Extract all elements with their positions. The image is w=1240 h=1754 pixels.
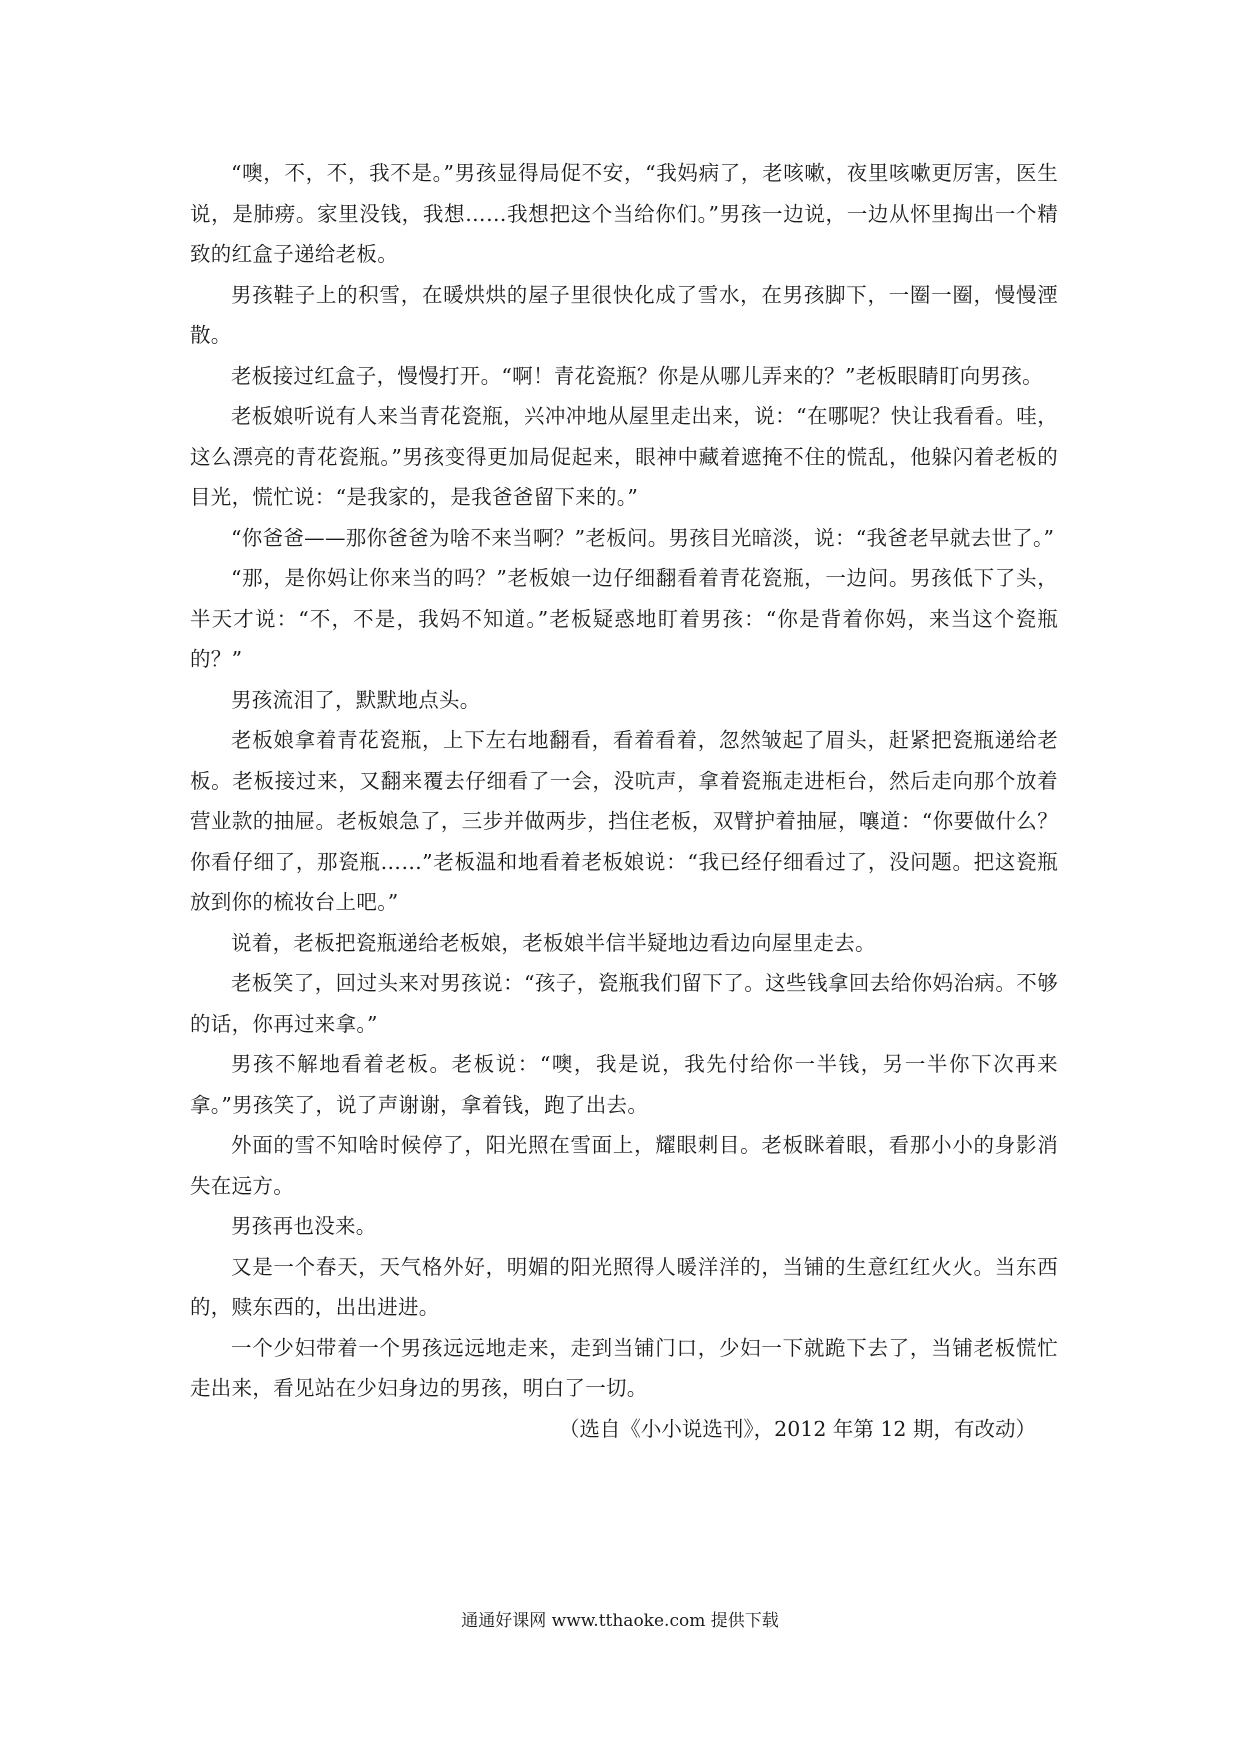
paragraph-12: 外面的雪不知啥时候停了，阳光照在雪面上，耀眼刺目。老板眯着眼，看那小小的身影消失在远方。 xyxy=(190,1133,1058,1198)
source-citation: （选自《小小说选刊》，2012 年第 12 期，有改动） xyxy=(558,1416,1036,1441)
paragraph-5: “你爸爸——那你爸爸为啥不来当啊？”老板问。男孩目光暗淡，说：“我爸老早就去世了。” xyxy=(231,525,1055,550)
paragraph-3: 老板接过红盒子，慢慢打开。“啊！青花瓷瓶？你是从哪儿弄来的？”老板眼睛盯向男孩。 xyxy=(231,363,1043,388)
paragraph-14: 又是一个春天，天气格外好，明媚的阳光照得人暖洋洋的，当铺的生意红红火火。当东西的，赎东西的，出出进进。 xyxy=(190,1254,1058,1319)
paragraph-11: 男孩不解地看着老板。老板说：“噢，我是说，我先付给你一半钱，另一半你下次再来拿。”男孩笑了，说了声谢谢，拿着钱，跑了出去。 xyxy=(190,1052,1058,1117)
paragraph-7: 男孩流泪了，默默地点头。 xyxy=(231,687,481,712)
paragraph-4: 老板娘听说有人来当青花瓷瓶，兴冲冲地从屋里走出来，说：“在哪呢？快让我看看。哇，这么漂亮的青花瓷瓶。”男孩变得更加局促起来，眼神中藏着遮掩不住的慌乱，他躲闪着老板的目光，慌忙说：“是我家的，是我爸爸留下来的。” xyxy=(190,404,1058,509)
page-footer: 通通好课网 www.tthaoke.com 提供下载 xyxy=(461,1611,779,1631)
paragraph-9: 说着，老板把瓷瓶递给老板娘，老板娘半信半疑地边看边向屋里走去。 xyxy=(231,930,876,955)
paragraph-13: 男孩再也没来。 xyxy=(231,1214,377,1238)
paragraph-15: 一个少妇带着一个男孩远远地走来，走到当铺门口，少妇一下就跪下去了，当铺老板慌忙走出来，看见站在少妇身边的男孩，明白了一切。 xyxy=(190,1335,1058,1400)
story-body xyxy=(190,153,1058,1449)
paragraph-10: 老板笑了，回过头来对男孩说：“孩子，瓷瓶我们留下了。这些钱拿回去给你妈治病。不够的话，你再过来拿。” xyxy=(190,971,1058,1036)
paragraph-8: 老板娘拿着青花瓷瓶，上下左右地翻看，看着看着，忽然皱起了眉头，赶紧把瓷瓶递给老板。老板接过来，又翻来覆去仔细看了一会，没吭声，拿着瓷瓶走进柜台，然后走向那个放着营业款的抽屉。老板娘急了，三步并做两步，挡住老板，双臂护着抽屉，嚷道：“你要做什么？你看仔细了，那瓷瓶……”老板温和地看着老板娘说：“我已经仔细看过了，没问题。把这瓷瓶放到你的梳妆台上吧。” xyxy=(190,728,1058,914)
paragraph-6: “那，是你妈让你来当的吗？”老板娘一边仔细翻看着青花瓷瓶，一边问。男孩低下了头，半天才说：“不，不是，我妈不知道。”老板疑惑地盯着男孩：“你是背着你妈，来当这个瓷瓶的？” xyxy=(190,566,1058,671)
paragraph-1: “噢，不，不，我不是。”男孩显得局促不安，“我妈病了，老咳嗽，夜里咳嗽更厉害，医生说，是肺痨。家里没钱，我想……我想把这个当给你们。”男孩一边说，一边从怀里掏出一个精致的红盒子递给老板。 xyxy=(190,161,1058,266)
paragraph-2: 男孩鞋子上的积雪，在暖烘烘的屋子里很快化成了雪水，在男孩脚下，一圈一圈，慢慢湮散。 xyxy=(190,282,1058,347)
